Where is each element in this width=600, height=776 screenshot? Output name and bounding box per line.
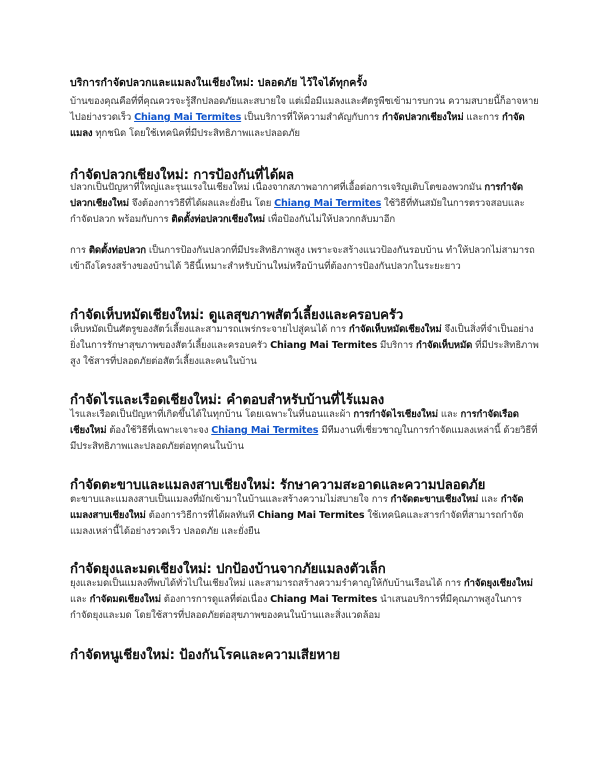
document-title: บริการกำจัดปลวกและแมลงในเชียงใหม่: ปลอดภัย ไว้ใจได้ทุกครั้ง — [70, 77, 368, 89]
bold-keyword: กำจัดตะขาบเชียงใหม่ — [390, 494, 479, 505]
section-heading-rats: กำจัดหนูเชียงใหม่: ป้องกันโรคและความเสียหาย — [70, 648, 341, 663]
section-heading-termites: กำจัดปลวกเชียงใหม่: การป้องกันที่ได้ผล — [70, 168, 294, 183]
text: ใช้เทคนิคและสารกำจัดที่สามารถกำจัดแมลงเหล่านี้ได้อย่างรวดเร็ว ปลอดภัย และยั่งยืน — [70, 510, 524, 537]
bold-keyword: กำจัดเห็บหมัดเชียงใหม่ — [348, 324, 442, 335]
text: ต้องการการดูแลที่ต่อเนื่อง — [160, 594, 271, 605]
text: มีบริการ — [377, 340, 416, 351]
text: เป็นการป้องกันปลวกที่มีประสิทธิภาพสูง เพราะจะสร้างแนวป้องกันรอบบ้าน ทำให้ปลวกไม่สามารถเข้าถึงโครงสร้างของบ้านได้ วิธีนี้เหมาะสำหรับบ้านใหม่หรือบ้านที่ต้องการป้องกันปลวกในระยะยาว — [70, 245, 535, 272]
bold-keyword: ติดตั้งท่อปลวก — [88, 245, 146, 256]
section-heading-mites-bedbugs: กำจัดไรและเรือดเชียงใหม่: คำตอบสำหรับบ้านที่ไร้แมลง — [70, 393, 385, 408]
text: และ — [478, 494, 501, 505]
text: ยุงและมดเป็นแมลงที่พบได้ทั่วไปในเชียงใหม่ และสามารถสร้างความรำคาญให้กับบ้านเรือนได้ การ — [70, 578, 464, 589]
bold-keyword: การกำจัดเรือดเชียงใหม่ — [70, 409, 519, 436]
text: เห็บหมัดเป็นศัตรูของสัตว์เลี้ยงและสามารถแพร่กระจายไปสู่คนได้ การ — [70, 324, 349, 335]
chiang-mai-termites-link[interactable]: Chiang Mai Termites — [134, 112, 242, 123]
centipedes-cockroaches-paragraph — [70, 492, 540, 540]
section-heading-fleas: กำจัดเห็บหมัดเชียงใหม่: ดูแลสุขภาพสัตว์เลี้ยงและครอบครัว — [70, 308, 404, 323]
bold-keyword: กำจัดมดเชียงใหม่ — [89, 594, 161, 605]
bold-keyword: การกำจัดปลวกเชียงใหม่ — [70, 182, 523, 209]
text: จึงต้องการวิธีที่ได้ผลและยั่งยืน โดย — [128, 198, 275, 209]
bold-keyword: ติดตั้งท่อปลวกเชียงใหม่ — [171, 214, 265, 225]
text: ใช้วิธีที่ทันสมัยในการตรวจสอบและกำจัดปลวก พร้อมกับการ — [70, 198, 525, 225]
bold-keyword: กำจัดแมลง — [70, 112, 525, 139]
brand-name: Chiang Mai Termites — [270, 340, 378, 351]
bold-keyword: กำจัดเห็บหมัด — [415, 340, 473, 351]
intro-paragraph — [70, 94, 540, 142]
fleas-paragraph — [70, 322, 540, 370]
bold-keyword: กำจัดปลวกเชียงใหม่ — [381, 112, 464, 123]
text: มีทีมงานที่เชี่ยวชาญในการกำจัดแมลงเหล่านี้ ด้วยวิธีที่มีประสิทธิภาพและปลอดภัยต่อทุกคนในบ้าน — [70, 425, 538, 452]
mites-bedbugs-paragraph — [70, 407, 540, 455]
mosquitoes-ants-paragraph — [70, 576, 540, 624]
text: ที่มีประสิทธิภาพสูง ใช้สารที่ปลอดภัยต่อสัตว์เลี้ยงและคนในบ้าน — [70, 340, 539, 367]
bold-keyword: การกำจัดไรเชียงใหม่ — [353, 409, 438, 420]
section-heading-centipedes-cockroaches: กำจัดตะขาบและแมลงสาบเชียงใหม่: รักษาความสะอาดและความปลอดภัย — [70, 478, 486, 493]
text: ตะขาบและแมลงสาบเป็นแมลงที่มักเข้ามาในบ้านและสร้างความไม่สบายใจ การ — [70, 494, 391, 505]
text: ทุกชนิด โดยใช้เทคนิคที่มีประสิทธิภาพและปลอดภัย — [92, 128, 300, 139]
text: และ — [437, 409, 461, 420]
bold-keyword: กำจัดยุงเชียงใหม่ — [463, 578, 533, 589]
section-heading-mosquitoes-ants: กำจัดยุงและมดเชียงใหม่: ปกป้องบ้านจากภัยแมลงตัวเล็ก — [70, 562, 386, 577]
text: ปลวกเป็นปัญหาที่ใหญ่และรุนแรงในเชียงใหม่ เนื่องจากสภาพอากาศที่เอื้อต่อการเจริญเติบโตของพวกมัน — [70, 182, 485, 193]
bold-keyword: กำจัดแมลงสาบเชียงใหม่ — [70, 494, 524, 521]
text: ต้องการวิธีการที่ได้ผลทันที — [145, 510, 258, 521]
text: ต้องใช้วิธีที่เฉพาะเจาะจง — [106, 425, 212, 436]
text: เป็นบริการที่ให้ความสำคัญกับการ — [241, 112, 382, 123]
text: บ้านของคุณคือที่ที่คุณควรจะรู้สึกปลอดภัยและสบายใจ แต่เมื่อมีแมลงและศัตรูพืชเข้ามารบกวน ความสบายนี้ก็อาจหายไปอย่างรวดเร็ว — [70, 96, 539, 123]
termites-paragraph-2 — [70, 243, 540, 275]
text: และ — [70, 594, 90, 605]
brand-name: Chiang Mai Termites — [257, 510, 365, 521]
text: การ — [70, 245, 89, 256]
text: นำเสนอบริการที่มีคุณภาพสูงในการกำจัดยุงและมด โดยใช้สารที่ปลอดภัยต่อสุขภาพของคนในบ้านและสิ่งแวดล้อม — [70, 594, 522, 621]
chiang-mai-termites-link[interactable]: Chiang Mai Termites — [274, 198, 382, 209]
text: จึงเป็นสิ่งที่จำเป็นอย่างยิ่งในการรักษาสุขภาพของสัตว์เลี้ยงและครอบครัว — [70, 324, 534, 351]
text: และการ — [463, 112, 502, 123]
chiang-mai-termites-link[interactable]: Chiang Mai Termites — [211, 425, 319, 436]
text: เพื่อป้องกันไม่ให้ปลวกกลับมาอีก — [264, 214, 396, 225]
text: ไรและเรือดเป็นปัญหาที่เกิดขึ้นได้ในทุกบ้าน โดยเฉพาะในที่นอนและผ้า — [70, 409, 354, 420]
brand-name: Chiang Mai Termites — [270, 594, 378, 605]
termites-paragraph-1 — [70, 180, 540, 228]
